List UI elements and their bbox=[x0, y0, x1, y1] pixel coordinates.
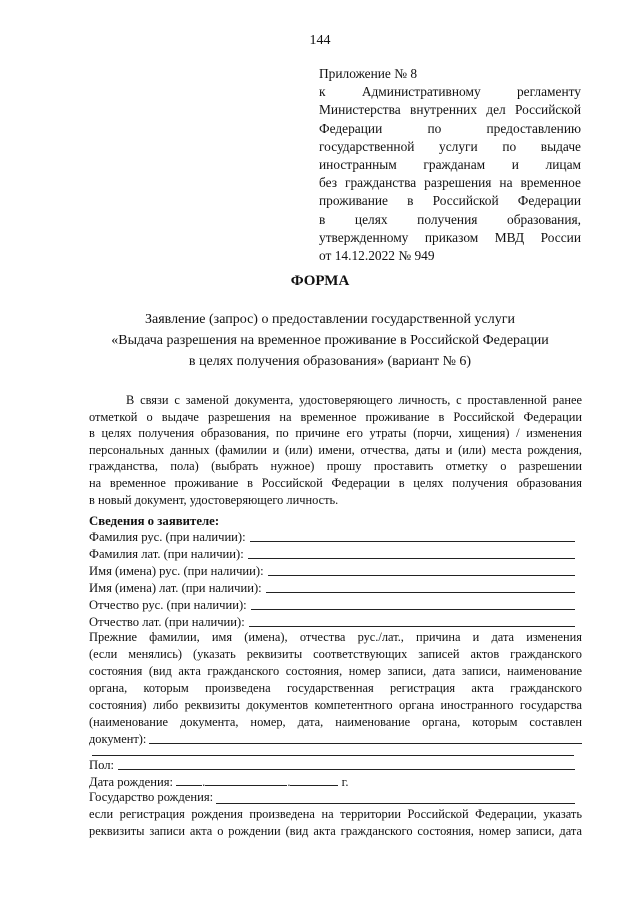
intro-paragraph bbox=[89, 392, 582, 508]
form-label: ФОРМА bbox=[290, 273, 350, 289]
dob-day-line[interactable] bbox=[176, 773, 202, 786]
fill-line[interactable] bbox=[149, 731, 582, 744]
fill-line[interactable] bbox=[248, 546, 575, 559]
field-label: Дата рождения: bbox=[89, 775, 173, 789]
field-label: Фамилия лат. (при наличии): bbox=[89, 547, 244, 561]
birth-state-field[interactable] bbox=[89, 790, 575, 805]
patronymic-ru-field[interactable] bbox=[89, 596, 575, 613]
name-lat-field[interactable] bbox=[89, 579, 575, 596]
field-label: Имя (имена) лат. (при наличии): bbox=[89, 581, 262, 595]
field-label: Отчество рус. (при наличии): bbox=[89, 598, 247, 612]
appendix-line: к Административному регламенту bbox=[319, 84, 581, 100]
intro-line: В связи с заменой документа, удостоверяющего личность, с проставленной ранее bbox=[126, 393, 582, 407]
title-line: «Выдача разрешения на временное проживание в Российской Федерации bbox=[111, 333, 549, 348]
para-line: состояния (вид акта гражданского состояния, номер записи, дата записи, наименование bbox=[89, 664, 582, 678]
intro-line: в целях получения образования, по причине его утраты (порчи, хищения) / изменения bbox=[89, 426, 582, 441]
appendix-line: иностранным гражданам и лицам bbox=[319, 156, 581, 172]
applicant-heading: Сведения о заявителе: bbox=[89, 514, 220, 528]
para-line: если регистрация рождения произведена на территории Российской Федерации, указать bbox=[89, 807, 582, 821]
para-line: Прежние фамилии, имя (имена), отчества рус./лат., причина и дата изменения bbox=[89, 630, 582, 644]
surname-lat-field[interactable] bbox=[89, 545, 575, 562]
appendix-line: Федерации по предоставлению bbox=[319, 120, 581, 136]
sex-field[interactable] bbox=[89, 756, 575, 773]
previous-names-paragraph bbox=[89, 629, 582, 748]
page-number: 144 bbox=[309, 33, 331, 48]
appendix-line: от 14.12.2022 № 949 bbox=[319, 247, 435, 263]
appendix-line: проживание в Российской Федерации bbox=[319, 193, 581, 209]
appendix-line: Приложение № 8 bbox=[319, 66, 418, 81]
dob-separator: . bbox=[287, 775, 291, 789]
surname-ru-field[interactable] bbox=[89, 528, 575, 545]
field-label: Отчество лат. (при наличии): bbox=[89, 615, 245, 629]
fill-line[interactable] bbox=[266, 580, 575, 593]
intro-line: отметкой о выдаче разрешения на временное проживание в Российской Федерации bbox=[89, 409, 582, 424]
appendix-line: в целях получения образования, bbox=[319, 211, 581, 227]
field-label: Пол: bbox=[89, 758, 115, 772]
name-ru-field[interactable] bbox=[89, 562, 575, 579]
fill-line[interactable] bbox=[268, 563, 575, 576]
fill-line[interactable] bbox=[216, 790, 575, 804]
fill-line[interactable] bbox=[118, 757, 575, 770]
dob-month-line[interactable] bbox=[205, 773, 287, 786]
appendix-block bbox=[319, 65, 581, 265]
fill-line[interactable] bbox=[249, 614, 575, 627]
para-line: состояния) либо реквизиты документов компетентного органа иностранного государства bbox=[89, 698, 582, 712]
fill-line[interactable] bbox=[250, 529, 575, 542]
title-line: в целях получения образования» (вариант № 6) bbox=[188, 354, 472, 369]
fill-line[interactable] bbox=[251, 597, 575, 610]
appendix-line: государственной услуги по выдаче bbox=[319, 138, 581, 154]
birth-registration-paragraph bbox=[89, 806, 582, 839]
dob-year-suffix: г. bbox=[341, 775, 349, 789]
intro-line: на временное проживание в Российской Федерации в целях получения образования bbox=[89, 475, 582, 490]
patronymic-lat-field[interactable] bbox=[89, 613, 575, 630]
intro-line: персональных данных (фамилии и (или) имени, отчества, даты и (или) места рождения, bbox=[89, 442, 582, 457]
dob-separator: . bbox=[202, 775, 206, 789]
appendix-line: утвержденному приказом МВД России bbox=[319, 229, 581, 245]
field-label: Фамилия рус. (при наличии): bbox=[89, 530, 246, 544]
field-label: документ): bbox=[89, 732, 147, 746]
para-line: (если менялись) (указать реквизиты соответствующих записей актов гражданского bbox=[89, 647, 582, 661]
intro-line: в новый документ, удостоверяющего личность. bbox=[89, 492, 339, 507]
date-of-birth-field[interactable] bbox=[89, 773, 349, 790]
para-line: реквизиты записи акта о рождении (вид акта гражданского состояния, номер записи, дата bbox=[89, 823, 582, 838]
field-label: Имя (имена) рус. (при наличии): bbox=[89, 564, 264, 578]
document-title bbox=[60, 309, 600, 372]
para-line: (наименование документа, номер, дата, наименование органа, которым составлен bbox=[89, 715, 582, 729]
title-line: Заявление (запрос) о предоставлении государственной услуги bbox=[145, 312, 515, 327]
appendix-line: без гражданства разрешения на временное bbox=[319, 175, 581, 191]
appendix-line: Министерства внутренних дел Российской bbox=[319, 102, 581, 118]
para-line: органа, которым произведена государственная регистрация акта гражданского bbox=[89, 681, 582, 695]
dob-year-line[interactable] bbox=[290, 773, 338, 786]
previous-names-field[interactable] bbox=[89, 731, 582, 748]
field-label: Государство рождения: bbox=[89, 790, 214, 804]
intro-line: гражданства, пола) (выбрать нужное) прошу проставить отметку о разрешении bbox=[89, 459, 582, 474]
